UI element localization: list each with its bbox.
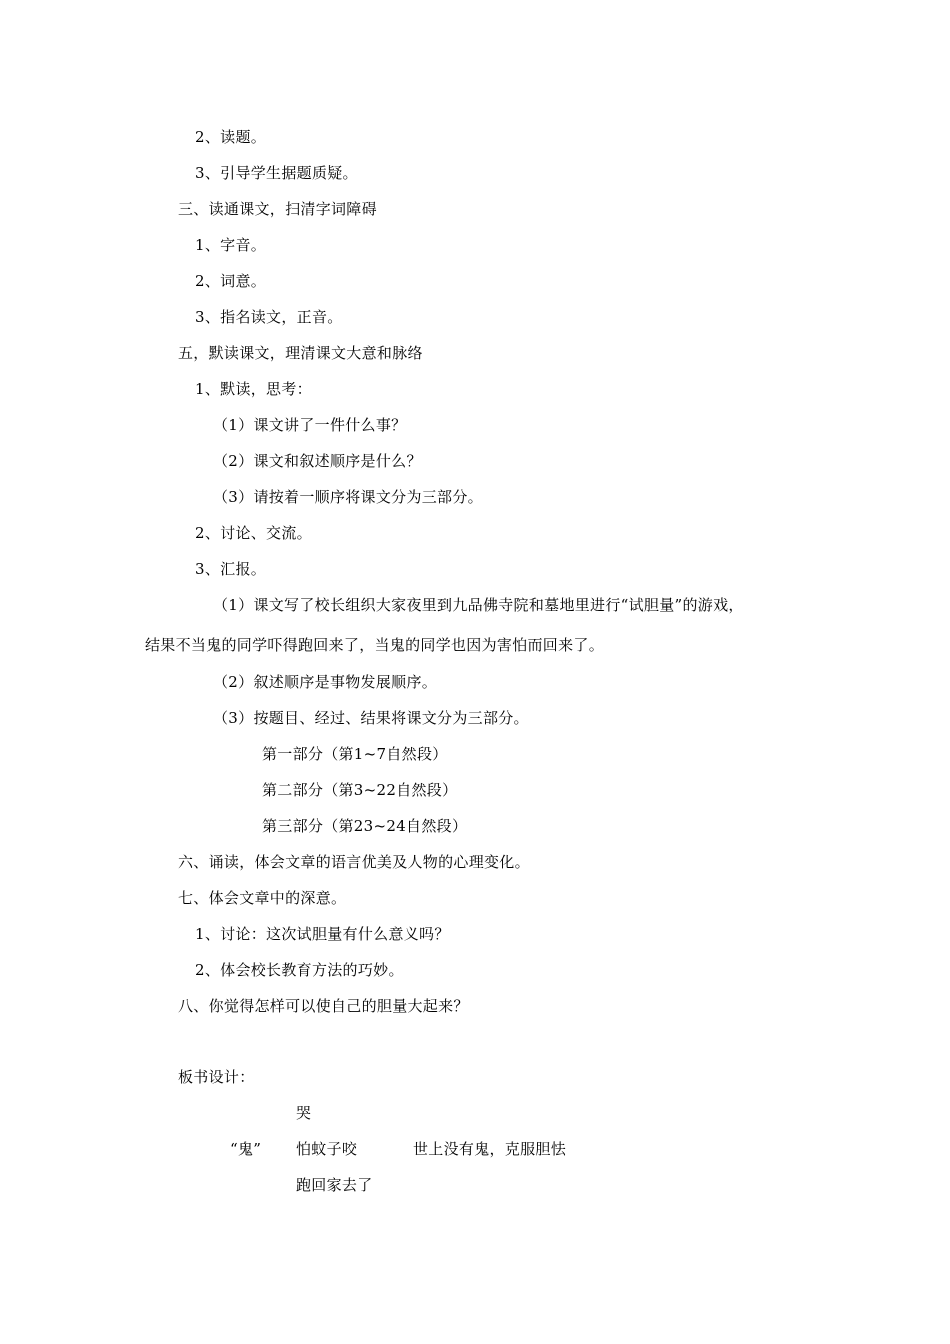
answer-3: （3）按题目、经过、结果将课文分为三部分。	[213, 709, 529, 727]
section-heading-7: 七、体会文章中的深意。	[178, 889, 347, 907]
text-line-5: 2、词意。	[195, 272, 267, 290]
board-item-cry: 哭	[296, 1104, 312, 1122]
question-2: （2）课文和叙述顺序是什么？	[213, 452, 422, 470]
text-line-6: 3、指名读文，正音。	[195, 308, 343, 326]
text-line-13: 3、汇报。	[195, 560, 267, 578]
text-line-4: 1、字音。	[195, 236, 267, 254]
board-ghost-label: “鬼”	[230, 1140, 262, 1158]
text-line-24: 2、体会校长教育方法的巧妙。	[195, 961, 404, 979]
part-1: 第一部分（第1~7自然段）	[262, 745, 448, 763]
question-3: （3）请按着一顺序将课文分为三部分。	[213, 488, 483, 506]
section-heading-3: 三、读通课文，扫清字词障碍	[178, 200, 377, 218]
answer-1-part-2: 结果不当鬼的同学吓得跑回来了，当鬼的同学也因为害怕而回来了。	[145, 636, 605, 654]
answer-2: （2）叙述顺序是事物发展顺序。	[213, 673, 438, 691]
section-heading-6: 六、诵读，体会文章的语言优美及人物的心理变化。	[178, 853, 530, 871]
part-3: 第三部分（第23~24自然段）	[262, 817, 468, 835]
text-line-12: 2、讨论、交流。	[195, 524, 312, 542]
question-1: （1）课文讲了一件什么事？	[213, 416, 407, 434]
board-conclusion: 世上没有鬼，克服胆怯	[413, 1140, 567, 1158]
text-line-1: 2、读题。	[195, 128, 267, 146]
section-heading-5: 五，默读课文，理清课文大意和脉络	[178, 344, 423, 362]
text-line-23: 1、讨论：这次试胆量有什么意义吗？	[195, 925, 450, 943]
board-title: 板书设计：	[178, 1068, 255, 1086]
board-item-run: 跑回家去了	[296, 1176, 373, 1194]
text-line-2: 3、引导学生据题质疑。	[195, 164, 358, 182]
part-2: 第二部分（第3~22自然段）	[262, 781, 458, 799]
answer-1-part-1: （1）课文写了校长组织大家夜里到九品佛寺院和墓地里进行“试胆量”的游戏，	[213, 596, 744, 614]
text-line-8: 1、默读，思考：	[195, 380, 312, 398]
board-item-mosquito: 怕蚊子咬	[296, 1140, 358, 1158]
section-heading-8: 八、你觉得怎样可以使自己的胆量大起来？	[178, 997, 469, 1015]
